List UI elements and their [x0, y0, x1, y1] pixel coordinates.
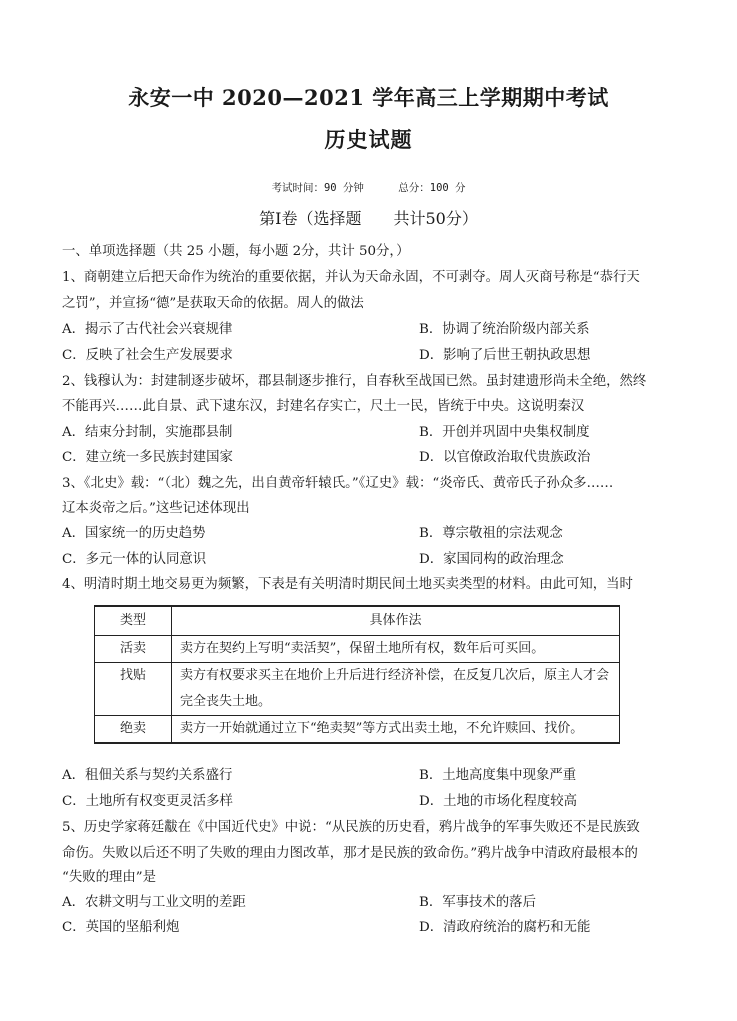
q2-option-b: B．开创并巩固中央集权制度: [419, 425, 590, 440]
q3-option-a: A．国家统一的历史趋势: [62, 526, 206, 541]
q1-option-b: B．协调了统治阶级内部关系: [419, 322, 590, 337]
q5-option-b: B．军事技术的落后: [419, 895, 536, 910]
q4-option-c: C．土地所有权变更灵活多样: [62, 794, 233, 809]
q5-option-c: C．英国的坚船利炮: [62, 920, 180, 935]
q4-option-a: A．租佃关系与契约关系盛行: [62, 768, 233, 783]
q2-option-d: D．以官僚政治取代贵族政治: [419, 450, 591, 465]
q4-stem-line1: 4、明清时期土地交易更为频繁，下表是有关明清时期民间土地买卖类型的材料。由此可知，当时: [62, 577, 633, 592]
exam-total-score: 总分：100 分: [398, 182, 466, 194]
table-row: [95, 716, 620, 744]
exam-title: 永安一中 2020—2021 学年高三上学期期中考试: [128, 85, 609, 110]
table-cell-method: 卖方在契约上写明“卖活契”，保留土地所有权，数年后可买回。: [172, 636, 620, 663]
q3-option-c: C．多元一体的认同意识: [62, 552, 207, 567]
exam-subject: 历史试题: [324, 127, 413, 152]
land-trade-table: [94, 605, 620, 744]
q2-stem-line1: 2、钱穆认为：封建制逐步破坏，郡县制逐步推行，自春秋至战国已然。虽封建遗形尚未全绝，然终: [62, 374, 647, 389]
table-header-row: [95, 606, 620, 636]
table-cell-method: 卖方一开始就通过立下“绝卖契”等方式出卖土地，不允许赎回、找价。: [172, 716, 620, 744]
q3-stem-line2: 辽本炎帝之后。”这些记述体现出: [62, 501, 250, 516]
q2-stem-line2: 不能再兴……此自景、武下逮东汉，封建名存实亡，尺土一民，皆统于中央。这说明秦汉: [62, 399, 585, 414]
q1-option-c: C．反映了社会生产发展要求: [62, 348, 233, 363]
table-header-type: 类型: [95, 606, 172, 636]
section-heading: 一、单项选择题（共 25 小题，每小题 2分，共计 50分，）: [62, 244, 410, 259]
q5-option-a: A．农耕文明与工业文明的差距: [62, 895, 246, 910]
table-row: [95, 663, 620, 716]
q2-option-a: A．结束分封制，实施郡县制: [62, 425, 233, 440]
q1-option-d: D．影响了后世王朝执政思想: [419, 348, 591, 363]
q3-option-b: B．尊宗敬祖的宗法观念: [419, 526, 563, 541]
q4-option-b: B．土地高度集中现象严重: [419, 768, 577, 783]
q5-stem-line1: 5、历史学家蒋廷黻在《中国近代史》中说：“从民族的历史看，鸦片战争的军事失败还不是民族致: [62, 820, 640, 835]
q2-option-c: C．建立统一多民族封建国家: [62, 450, 233, 465]
exam-info: [0, 180, 737, 195]
table-cell-type: 绝卖: [95, 716, 172, 744]
table-cell-type: 找贴: [95, 663, 172, 716]
table-header-method: 具体作法: [172, 606, 620, 636]
q4-option-d: D．土地的市场化程度较高: [419, 794, 578, 809]
q5-stem-line3: “失败的理由”是: [62, 870, 157, 885]
q1-stem-line2: 之罚”，并宣扬“德”是获取天命的依据。周人的做法: [62, 296, 364, 311]
table-row: [95, 636, 620, 663]
q5-option-d: D．清政府统治的腐朽和无能: [419, 920, 591, 935]
volume-heading: 第Ⅰ卷（选择题 共计50分）: [259, 209, 478, 228]
q1-option-a: A．揭示了古代社会兴衰规律: [62, 322, 233, 337]
q3-stem-line1: 3、《北史》载：“（北）魏之先，出自黄帝轩辕氏。”《辽史》载：“炎帝氏、黄帝氏子孙众多……: [62, 476, 614, 491]
q1-stem-line1: 1、商朝建立后把天命作为统治的重要依据，并认为天命永固，不可剥夺。周人灭商号称是“恭行天: [62, 270, 640, 285]
q3-option-d: D．家国同构的政治理念: [419, 552, 564, 567]
exam-time: 考试时间：90 分钟: [271, 182, 364, 194]
q5-stem-line2: 命伤。失败以后还不明了失败的理由力图改革，那才是民族的致命伤。”鸦片战争中清政府最根本的: [62, 846, 638, 861]
table-cell-type: 活卖: [95, 636, 172, 663]
table-cell-method: 卖方有权要求买主在地价上升后进行经济补偿，在反复几次后，原主人才会完全丧失土地。: [172, 663, 620, 716]
